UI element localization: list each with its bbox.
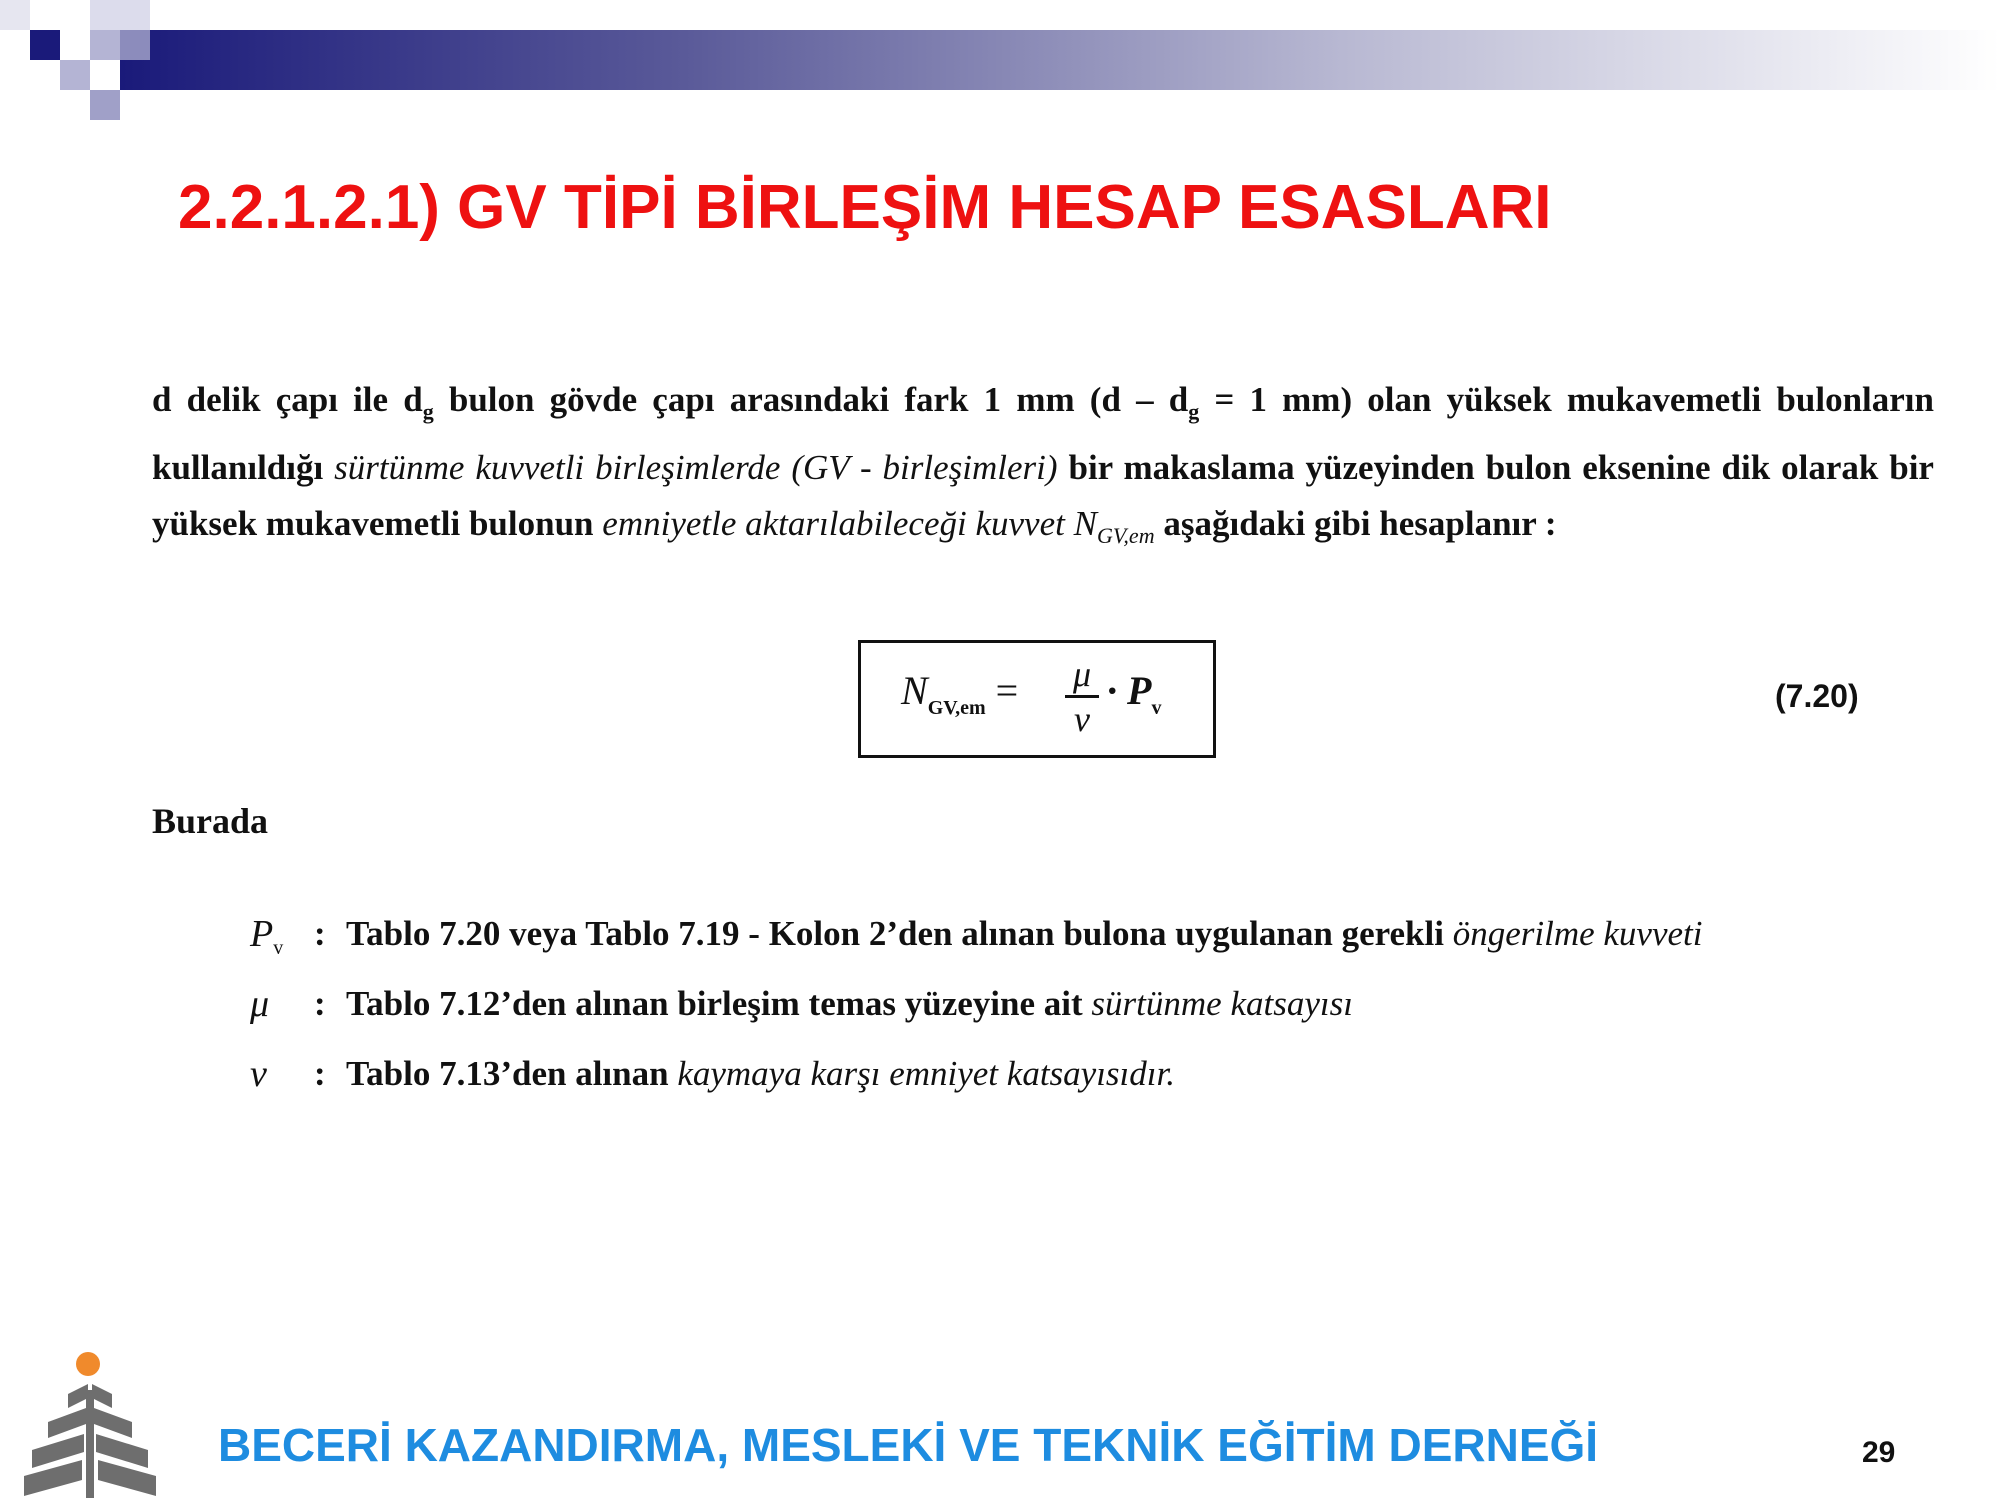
eq-subscript: v: [1151, 697, 1162, 719]
def-colon: :: [314, 914, 326, 953]
para-text: = 1 mm) olan yüksek mukavemetli bulonların kullanıldığı: [152, 380, 1934, 487]
para-text: aşağıdaki gibi hesaplanır :: [1154, 504, 1557, 543]
def-symbol: $P_v$: [250, 913, 284, 959]
def-symbol: μ: [250, 983, 270, 1025]
eq-equals: =: [985, 668, 1019, 713]
subscript: g: [422, 399, 434, 424]
para-italic: sürtünme kuvvetli birleşimlerde (GV - birleşimleri): [334, 448, 1058, 487]
subscript: GV,em: [1096, 523, 1155, 548]
para-italic: emniyetle aktarılabileceği kuvvet N: [602, 504, 1097, 543]
definition-item: [250, 906, 1910, 976]
eq-denominator: ν: [1074, 699, 1090, 739]
subscript: g: [1188, 399, 1200, 424]
header-square: [30, 30, 60, 60]
def-symbol: ν: [250, 1053, 267, 1095]
header-square: [90, 30, 120, 60]
page-number: 29: [1862, 1436, 1896, 1469]
equation-box: [858, 640, 1216, 758]
def-colon: :: [314, 1054, 326, 1093]
eq-symbol: · P: [1107, 668, 1152, 713]
header-square: [60, 60, 90, 90]
eq-subscript: GV,em: [927, 697, 986, 719]
definition-item: [250, 976, 1910, 1046]
def-text: Tablo 7.12’den alınan birleşim temas yüzeyine ait sürtünme katsayısı: [346, 984, 1353, 1023]
def-text: Tablo 7.20 veya Tablo 7.19 - Kolon 2’den alınan bulona uygulanan gerekli öngerilme kuvveti: [346, 914, 1703, 953]
section-label: Burada: [152, 801, 269, 841]
equation-lhs: [901, 667, 1018, 720]
header-square: [0, 0, 30, 30]
eq-symbol: N: [901, 668, 928, 713]
para-text: bir makaslama yüzeyinden bulon eksenine dik olarak bir yüksek mukavemetli bulonun: [152, 448, 1934, 543]
equation-rhs: [1107, 667, 1161, 720]
slide-title: 2.2.1.2.1) GV TİPİ BİRLEŞİM HESAP ESASLARI: [178, 173, 1552, 242]
header-gradient-bar: [120, 30, 2000, 90]
para-text: d delik çapı ile d: [152, 380, 423, 419]
header-square: [90, 90, 120, 120]
definition-item: [250, 1046, 1910, 1116]
footer-organization: BECERİ KAZANDIRMA, MESLEKİ VE TEKNİK EĞİTİM DERNEĞİ: [218, 1419, 1599, 1471]
book-tree-logo-icon: [20, 1350, 170, 1500]
body-paragraph: [152, 372, 1934, 564]
para-text: bulon gövde çapı arasındaki fark 1 mm (d – d: [433, 380, 1189, 419]
eq-numerator: μ: [1065, 653, 1099, 698]
equation-number: (7.20): [1775, 678, 1859, 714]
header-square: [120, 30, 150, 60]
definition-list: [250, 906, 1910, 1116]
def-colon: :: [314, 984, 326, 1023]
equation-fraction: [1065, 653, 1099, 740]
def-text: Tablo 7.13’den alınan kaymaya karşı emniyet katsayısıdır.: [346, 1054, 1175, 1093]
